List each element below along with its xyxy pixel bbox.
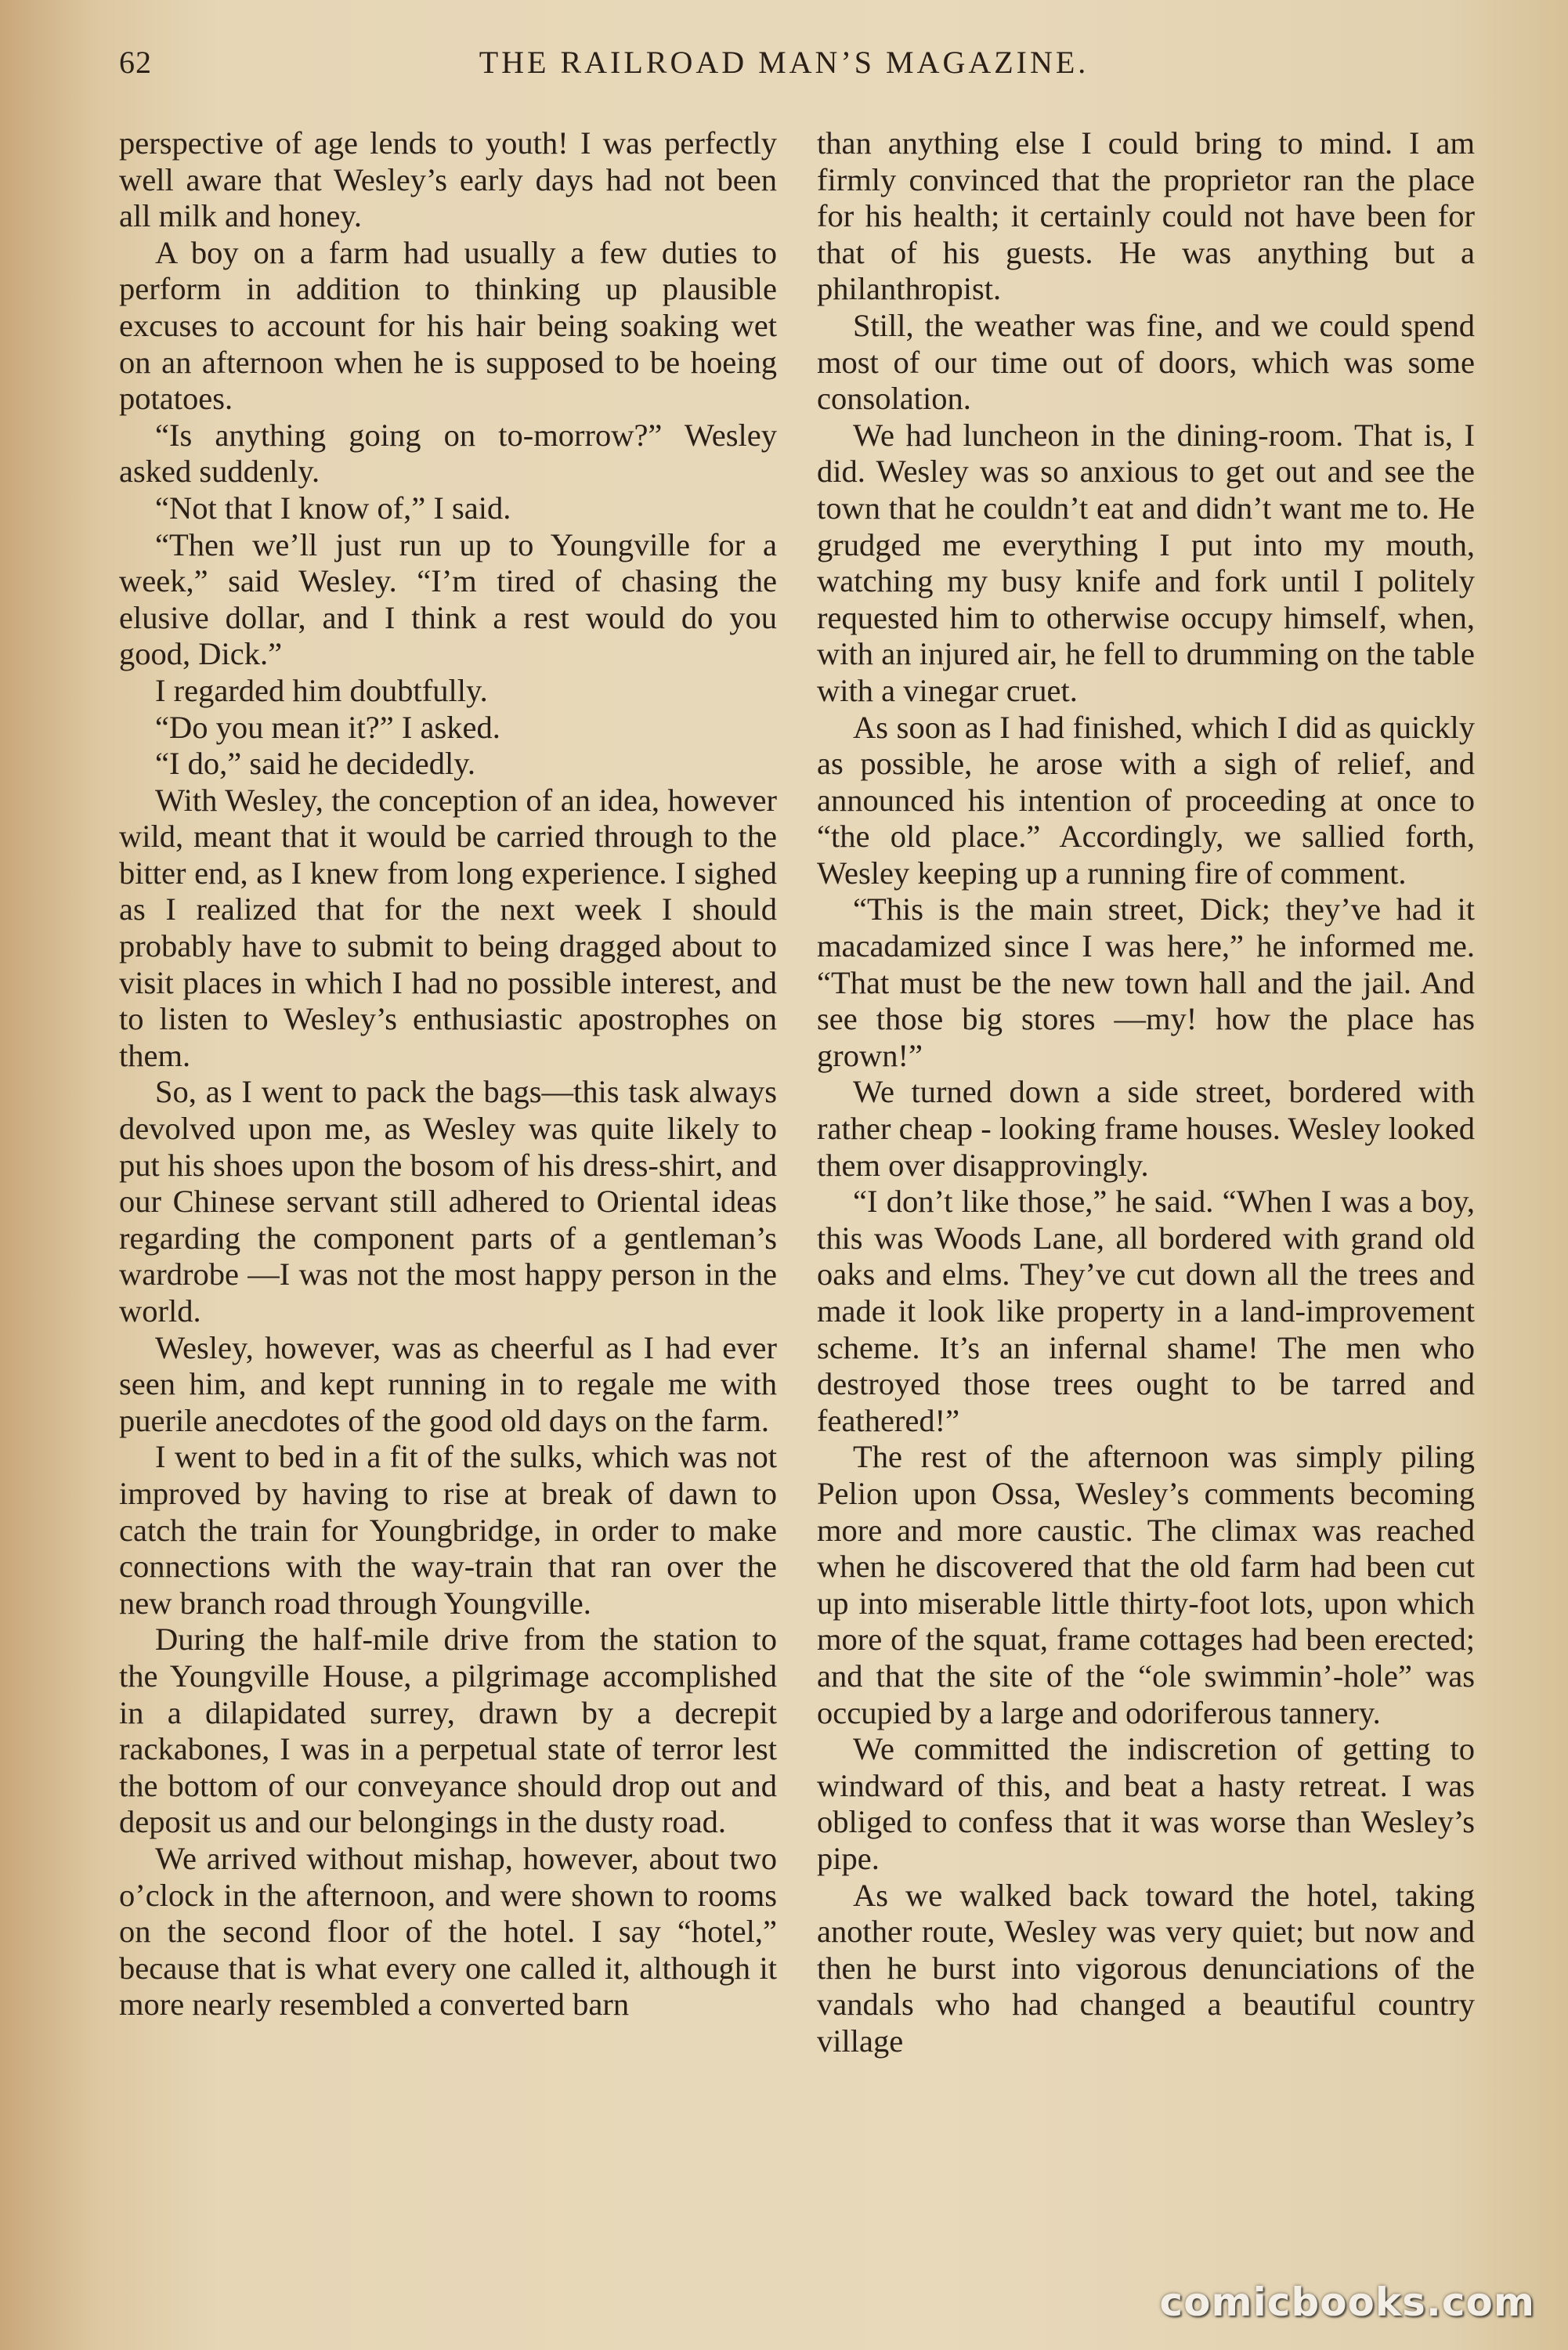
paragraph: perspective of age lends to youth! I was perfectly well aware that Wesley’s early days had not been all milk and honey. bbox=[119, 125, 777, 234]
paragraph: I regarded him doubtfully. bbox=[155, 672, 488, 708]
running-head: THE RAILROAD MAN’S MAGAZINE. bbox=[479, 45, 1089, 80]
right-column bbox=[817, 125, 1475, 2059]
site-watermark: comicbooks.com bbox=[1159, 2280, 1535, 2325]
left-column bbox=[119, 125, 777, 2023]
paragraph: We had luncheon in the dining-room. That is, I did. Wesley was so anxious to get out and see the town that he couldn’t eat and didn’t want me to. He grudged me everything I put into my mouth, watching my busy knife and fork until I politely requested him to otherwise occupy himself, when, with an injured air, he fell to drumming on the table with a vinegar cruet. bbox=[817, 417, 1475, 708]
paragraph: We turned down a side street, bordered with rather cheap - looking frame houses. Wesley looked them over disapprovingly. bbox=[817, 1074, 1475, 1183]
paragraph: Wesley, however, was as cheerful as I had ever seen him, and kept running in to regale me with puerile anecdotes of the good old days on the farm. bbox=[119, 1329, 777, 1438]
paragraph: So, as I went to pack the bags—this task always devolved upon me, as Wesley was quite likely to put his shoes upon the bosom of his dress-shirt, and our Chinese servant still adhered to Oriental ideas regarding the component parts of a gentleman’s wardrobe —I was not the most happy person in the world. bbox=[119, 1074, 777, 1329]
paragraph: “Then we’ll just run up to Youngville for a week,” said Wesley. “I’m tired of chasing the elusive dollar, and I think a rest would do you good, Dick.” bbox=[119, 526, 777, 672]
paragraph: As we walked back toward the hotel, taking another route, Wesley was very quiet; but now and then he burst into vigorous denunciations of the vandals who had changed a beautiful country village bbox=[817, 1877, 1475, 2059]
paragraph: “Not that I know of,” I said. bbox=[155, 490, 511, 526]
paragraph: “Is anything going on to-morrow?” Wesley asked suddenly. bbox=[119, 417, 777, 490]
paragraph: I went to bed in a fit of the sulks, which was not improved by having to rise at break of dawn to catch the train for Youngbridge, in order to make connections with the way-train that ran over the new branch road through Youngville. bbox=[119, 1439, 777, 1621]
paragraph: We arrived without mishap, however, about two o’clock in the afternoon, and were shown to rooms on the second floor of the hotel. I say “hotel,” because that is what every one called it, although it more nearly resembled a converted barn bbox=[119, 1840, 777, 2023]
paragraph: Still, the weather was fine, and we could spend most of our time out of doors, which was some consolation. bbox=[817, 307, 1475, 417]
paragraph: A boy on a farm had usually a few duties to perform in addition to thinking up plausible excuses to account for his hair being soaking wet on an afternoon when he is supposed to be hoeing potatoes. bbox=[119, 234, 777, 417]
paragraph: than anything else I could bring to mind. I am firmly convinced that the proprietor ran the place for his health; it certainly could not have been for that of his guests. He was anything but a philanthropist. bbox=[817, 125, 1475, 307]
paragraph: “I do,” said he decidedly. bbox=[155, 746, 475, 782]
paragraph: With Wesley, the conception of an idea, however wild, meant that it would be carried through to the bitter end, as I knew from long experience. I sighed as I realized that for the next week I should probably have to submit to being dragged about to visit places in which I had no possible interest, and to listen to Wesley’s enthusiastic apostrophes on them. bbox=[119, 782, 777, 1073]
paragraph: “Do you mean it?” I asked. bbox=[155, 709, 500, 745]
paragraph: During the half-mile drive from the station to the Youngville House, a pilgrimage accomplished in a dilapidated surrey, drawn by a decrepit rackabones, I was in a perpetual state of terror lest the bottom of our conveyance should drop out and deposit us and our belongings in the dusty road. bbox=[119, 1622, 777, 1840]
paragraph: “This is the main street, Dick; they’ve had it macadamized since I was here,” he informed me. “That must be the new town hall and the jail. And see those big stores —my! how the place has grown!” bbox=[817, 891, 1475, 1073]
page-number: 62 bbox=[119, 45, 152, 80]
paragraph: As soon as I had finished, which I did as quickly as possible, he arose with a sigh of relief, and announced his intention of proceeding at once to “the old place.” Accordingly, we sallied forth, Wesley keeping up a running fire of comment. bbox=[817, 709, 1475, 891]
paragraph: “I don’t like those,” he said. “When I was a boy, this was Woods Lane, all bordered with grand old oaks and elms. They’ve cut down all the trees and made it look like property in a land-improvement scheme. It’s an infernal shame! The men who destroyed those trees ought to be tarred and feathered!” bbox=[817, 1184, 1475, 1438]
paragraph: The rest of the afternoon was simply piling Pelion upon Ossa, Wesley’s comments becoming more and more caustic. The climax was reached when he discovered that the old farm had been cut up into miserable little thirty-foot lots, upon which more of the squat, frame cottages had been erected; and that the site of the “ole swimmin’-hole” was occupied by a large and odoriferous tannery. bbox=[817, 1439, 1475, 1730]
paragraph: We committed the indiscretion of getting to windward of this, and beat a hasty retreat. I was obliged to confess that it was worse than Wesley’s pipe. bbox=[817, 1731, 1475, 1876]
